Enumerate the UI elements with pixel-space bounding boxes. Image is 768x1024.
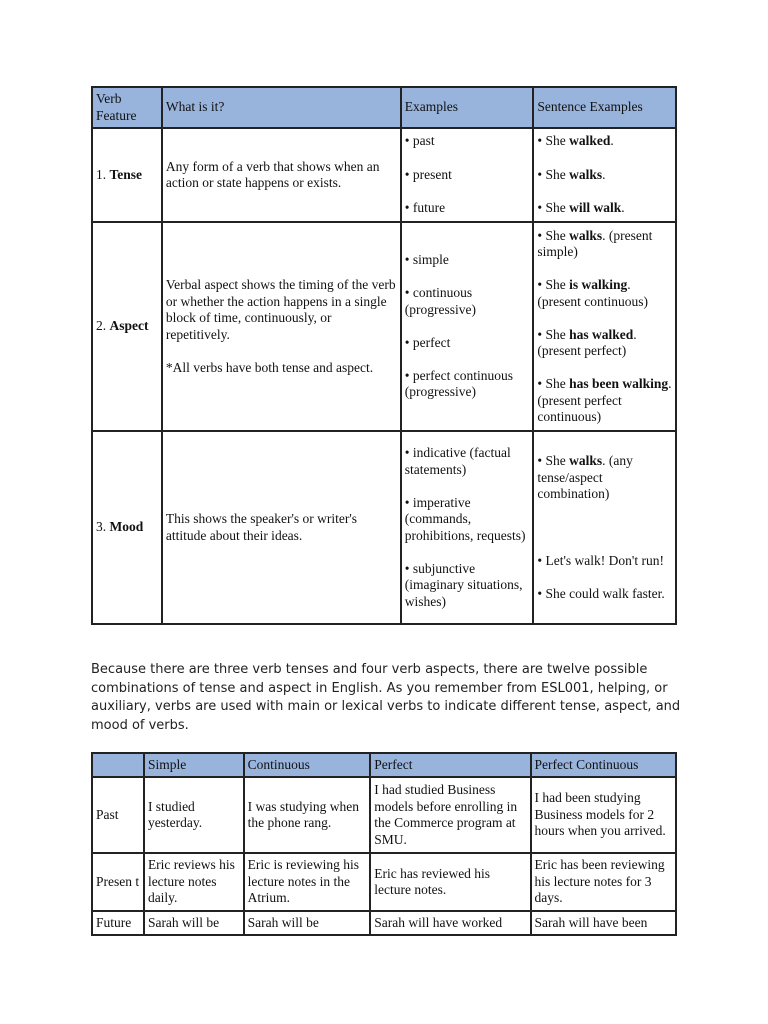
sentence-example <box>537 133 672 150</box>
sentence-verb: is walking <box>569 277 628 292</box>
sentence-example <box>537 376 672 426</box>
feature-cell <box>92 431 162 624</box>
table-header-row <box>92 87 676 128</box>
table-cell: Eric has been reviewing his lecture notes for 3 days. <box>531 853 676 911</box>
table-cell: Eric has reviewed his lecture notes. <box>370 853 530 911</box>
example-item: • subjunctive (imaginary situations, wishes) <box>404 560 523 609</box>
example-item: • simple <box>404 252 449 268</box>
header-cell: What is it? <box>162 87 401 128</box>
table-row <box>92 853 676 911</box>
examples-cell <box>401 128 534 222</box>
sentence-text: • She <box>537 166 570 182</box>
table-cell: Eric reviews his lecture notes daily. <box>144 853 244 911</box>
sentence-example <box>537 200 672 217</box>
sentence-text: • She <box>537 200 570 216</box>
sentences-cell <box>533 431 676 624</box>
feature-number: 2. <box>96 318 107 334</box>
header-cell: Continuous <box>244 753 371 777</box>
sentence-example <box>537 586 672 603</box>
example-item: • past <box>404 133 435 149</box>
feature-cell <box>92 128 162 222</box>
sentence-text: . <box>602 166 606 182</box>
table-row <box>92 128 676 222</box>
example-item: • continuous (progressive) <box>404 285 476 317</box>
sentence-example <box>537 277 672 310</box>
sentence-text: • Let's walk! Don't run! <box>537 552 664 568</box>
sentence-text: . (any tense/aspect combination) <box>537 453 633 501</box>
sentence-text: • She <box>537 133 570 149</box>
example-item: • indicative (factual statements) <box>404 445 511 477</box>
sentence-text: . (present perfect continuous) <box>537 376 672 424</box>
table-row <box>92 777 676 853</box>
header-cell: Perfect Continuous <box>531 753 676 777</box>
table-row <box>92 222 676 431</box>
header-cell: Perfect <box>370 753 530 777</box>
table-cell: I studied yesterday. <box>144 777 244 853</box>
examples-cell <box>401 431 534 624</box>
sentence-text: . (present perfect) <box>537 326 637 358</box>
table-cell: Sarah will be <box>144 911 244 935</box>
table-row <box>92 911 676 935</box>
description-note: *All verbs have both tense and aspect. <box>165 359 374 375</box>
feature-name: Mood <box>109 519 144 535</box>
table-cell: Sarah will be <box>244 911 371 935</box>
sentence-text: • She <box>537 277 570 292</box>
description-cell: Any form of a verb that shows when an action or state happens or exists. <box>162 128 401 222</box>
example-item: • future <box>404 200 446 216</box>
sentence-text: • She <box>537 453 570 468</box>
sentence-verb: walked <box>569 133 611 149</box>
sentence-verb: has walked <box>569 326 634 342</box>
row-label: Presen t <box>92 853 144 911</box>
feature-cell <box>92 222 162 431</box>
feature-name: Aspect <box>109 318 149 334</box>
header-cell: Verb Feature <box>92 87 162 128</box>
sentence-text: . <box>621 200 625 216</box>
feature-number: 1. <box>96 166 107 182</box>
sentences-cell <box>533 128 676 222</box>
table-cell: I had studied Business models before enrolling in the Commerce program at SMU. <box>370 777 530 853</box>
table-cell: Eric is reviewing his lecture notes in the Atrium. <box>244 853 371 911</box>
sentence-text: • She could walk faster. <box>537 585 665 601</box>
table-cell: I was studying when the phone rang. <box>244 777 371 853</box>
example-item: • present <box>404 166 452 182</box>
sentence-verb: walks <box>569 227 603 243</box>
description-cell: This shows the speaker's or writer's attitude about their ideas. <box>162 431 401 624</box>
sentence-example <box>537 167 672 184</box>
description-text: Verbal aspect shows the timing of the verb or whether the action happens in a single block of time, continuously, or repetitively. <box>165 277 396 342</box>
table-cell: Sarah will have worked <box>370 911 530 935</box>
header-cell: Examples <box>401 87 534 128</box>
verb-features-table <box>91 86 677 625</box>
sentence-example <box>537 453 672 503</box>
sentence-verb: will walk <box>569 200 622 216</box>
example-item: • imperative (commands, prohibitions, requests) <box>404 494 526 543</box>
sentence-verb: walks <box>569 166 603 182</box>
header-cell <box>92 753 144 777</box>
description-cell <box>162 222 401 431</box>
sentence-text: • She <box>537 376 570 391</box>
row-label: Future <box>92 911 144 935</box>
table-header-row <box>92 753 676 777</box>
row-label: Past <box>92 777 144 853</box>
table-cell: I had been studying Business models for 2 hours when you arrived. <box>531 777 676 853</box>
sentence-text: . <box>610 133 614 149</box>
body-paragraph: Because there are three verb tenses and four verb aspects, there are twelve possible combinations of tense and aspect in English. As you remember from ESL001, helping, or auxiliary, verbs are used with main or lexical verbs to indicate different tense, aspect, and mood of verbs. <box>91 662 681 733</box>
sentence-example <box>537 553 672 570</box>
table-row <box>92 431 676 624</box>
table-cell: Sarah will have been <box>531 911 676 935</box>
header-cell: Sentence Examples <box>533 87 676 128</box>
sentence-text: . (present simple) <box>537 227 653 259</box>
sentence-example <box>537 228 672 261</box>
sentence-example <box>537 327 672 360</box>
sentence-verb: walks <box>569 453 603 468</box>
sentence-text: . (present continuous) <box>537 277 648 309</box>
feature-number: 3. <box>96 519 107 535</box>
examples-cell <box>401 222 534 431</box>
example-item: • perfect continuous (progressive) <box>404 367 513 400</box>
tense-aspect-table <box>91 752 677 936</box>
feature-name: Tense <box>109 166 143 182</box>
header-cell: Simple <box>144 753 244 777</box>
sentence-verb: has been walking <box>569 376 669 391</box>
sentences-cell <box>533 222 676 431</box>
sentence-text: • She <box>537 227 570 243</box>
example-item: • perfect <box>404 334 451 350</box>
sentence-text: • She <box>537 326 570 342</box>
